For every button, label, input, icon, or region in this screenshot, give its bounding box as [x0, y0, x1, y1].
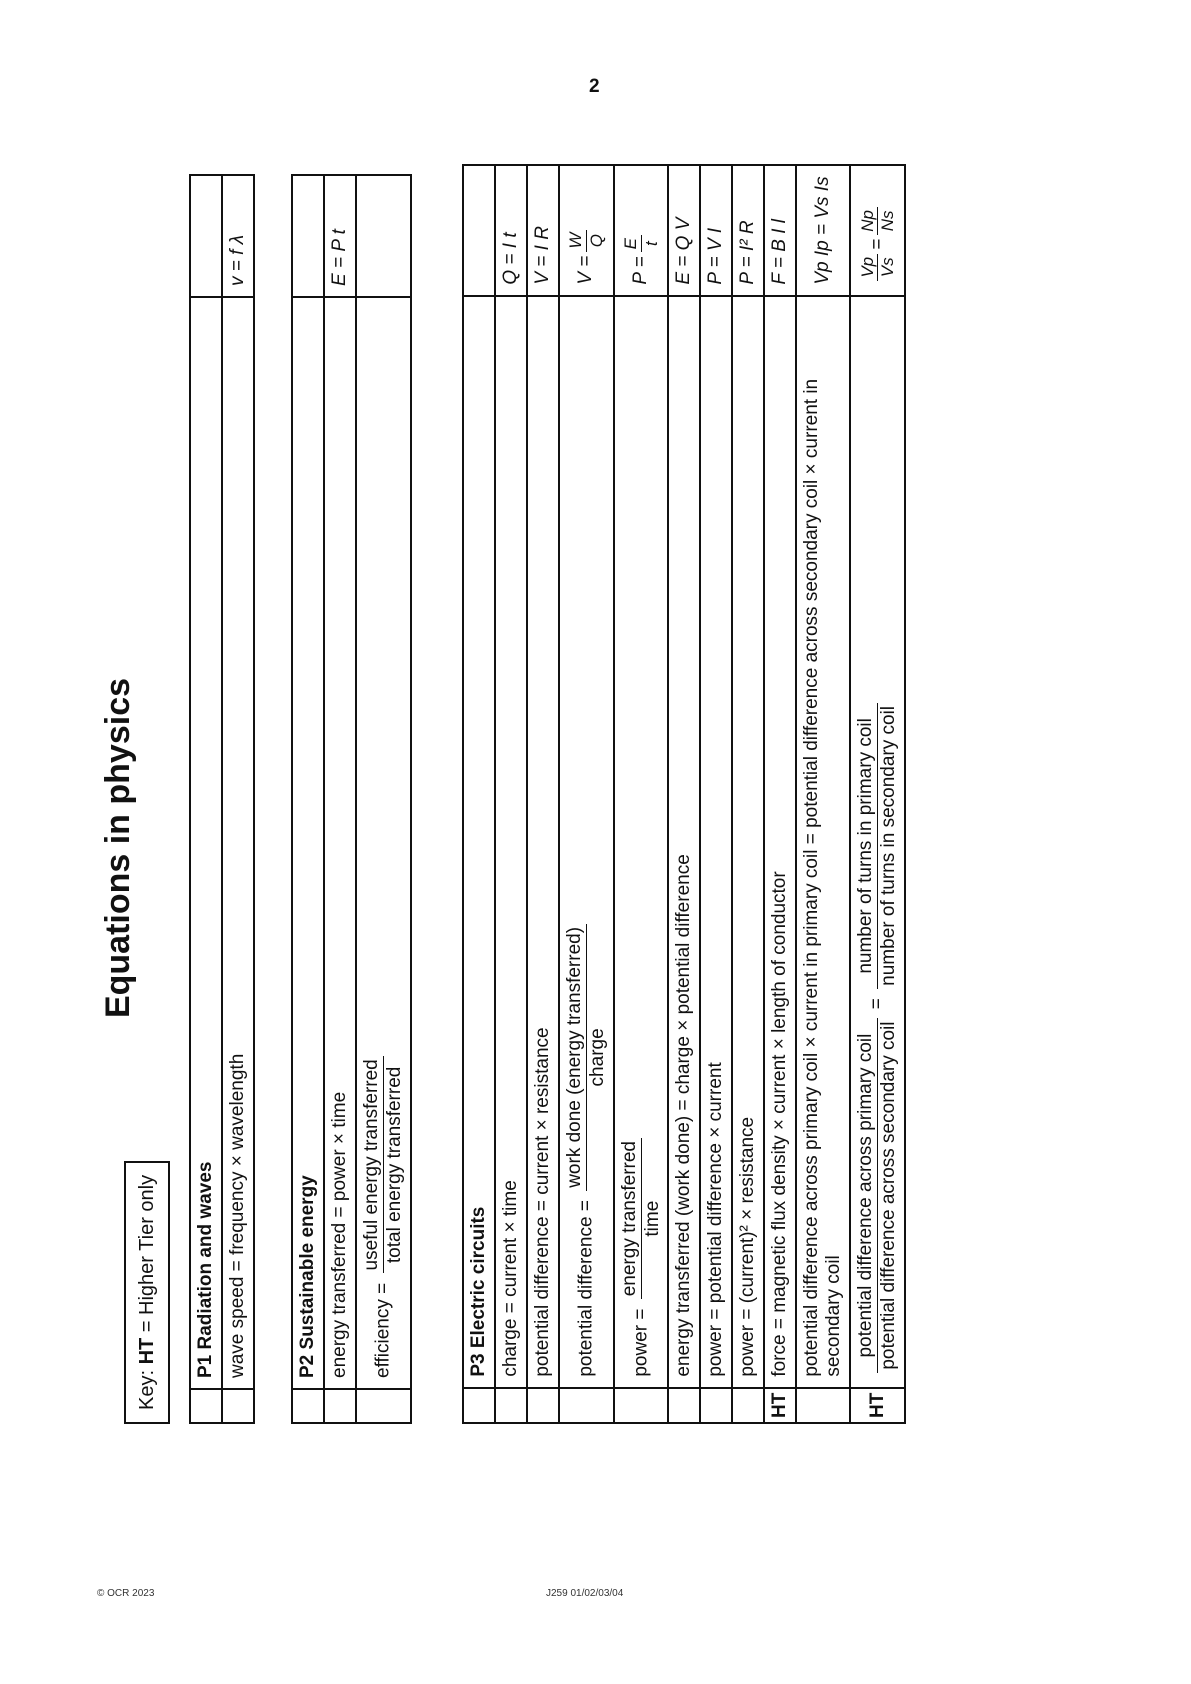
page-title: Equations in physics [99, 677, 137, 1019]
fraction [564, 924, 609, 1191]
tier-cell [614, 1388, 669, 1423]
key-prefix: Key: [136, 1364, 158, 1410]
symbol-equation: v = f λ [222, 175, 254, 297]
symbol-equation: E = P t [324, 175, 356, 297]
table-row [764, 165, 796, 1423]
symbol-lhs: P = [630, 256, 652, 285]
tier-cell: HT [850, 1388, 905, 1423]
table-row [559, 165, 614, 1423]
numerator: number of turns in primary coil [855, 703, 878, 989]
numerator: useful energy transferred [361, 1056, 384, 1273]
symbol-fraction [858, 207, 898, 235]
fraction [619, 1138, 664, 1299]
table-row [463, 165, 495, 1423]
symbol-equation: Vp Ip = Vs Is [796, 165, 850, 295]
table-row [324, 175, 356, 1423]
symbol-equation: E = Q V [668, 165, 700, 295]
symbol-cell [463, 165, 495, 295]
section-heading: P2 Sustainable energy [292, 297, 324, 1389]
tier-cell [527, 1388, 559, 1423]
denominator: time [641, 1200, 663, 1237]
denominator: charge [586, 1028, 608, 1087]
symbol-numerator: Np [858, 207, 879, 235]
fraction [361, 1056, 406, 1273]
word-equation: power = (current)² × resistance [732, 296, 764, 1388]
table-row [527, 165, 559, 1423]
symbol-denominator: t [641, 241, 661, 247]
tier-cell [796, 1388, 850, 1423]
word-equation: energy transferred (work done) = charge × potential difference [668, 296, 700, 1388]
key-suffix: = Higher Tier only [136, 1174, 158, 1338]
symbol-numerator: E [621, 235, 642, 252]
section-heading: P3 Electric circuits [463, 296, 495, 1388]
symbol-numerator: Vp [858, 254, 879, 281]
symbol-numerator: W [566, 230, 587, 252]
symbol-equation: Q = I t [495, 165, 527, 295]
word-equation: wave speed = frequency × wavelength [222, 297, 254, 1389]
symbol-cell [190, 175, 222, 297]
numerator: potential difference across primary coil [855, 1018, 878, 1372]
symbol-equation [614, 165, 669, 295]
tier-cell [190, 1389, 222, 1423]
table-row [614, 165, 669, 1423]
symbol-fraction [621, 235, 661, 252]
symbol-fraction [566, 230, 606, 252]
tier-cell [463, 1388, 495, 1423]
tier-cell: HT [764, 1388, 796, 1423]
symbol-equation [356, 175, 411, 297]
table-row [292, 175, 324, 1423]
tier-cell [292, 1389, 324, 1423]
word-prefix: efficiency = [372, 1277, 394, 1378]
table-row [495, 165, 527, 1423]
symbol-denominator: Vs [878, 257, 898, 278]
word-equation: energy transferred = power × time [324, 297, 356, 1389]
symbol-equation: V = I R [527, 165, 559, 295]
equals-sign: = [866, 992, 888, 1015]
page-number: 2 [589, 76, 600, 97]
key-bold: HT [136, 1337, 158, 1365]
symbol-equation: P = I² R [732, 165, 764, 295]
tier-cell [324, 1389, 356, 1423]
table-row [700, 165, 732, 1423]
copyright: © OCR 2023 [97, 1588, 155, 1599]
key-box [124, 1161, 170, 1424]
word-prefix: potential difference = [575, 1194, 597, 1377]
table-row [222, 175, 254, 1423]
symbol-equation: P = V I [700, 165, 732, 295]
word-prefix: power = [630, 1303, 652, 1377]
paper-code: J259 01/02/03/04 [546, 1588, 624, 1599]
word-equation [559, 296, 614, 1388]
word-equation: power = potential difference × current [700, 296, 732, 1388]
symbol-denominator: Q [586, 233, 606, 248]
symbol-cell [292, 175, 324, 297]
table-p2 [291, 174, 412, 1424]
table-row [356, 175, 411, 1423]
section-heading: P1 Radiation and waves [190, 297, 222, 1389]
tier-cell [732, 1388, 764, 1423]
symbol-lhs: V = [575, 255, 597, 285]
word-equation: force = magnetic flux density × current × length of conductor [764, 296, 796, 1388]
table-row [190, 175, 222, 1423]
fraction [855, 1018, 900, 1372]
word-equation [850, 296, 905, 1388]
table-row [850, 165, 905, 1423]
denominator: total energy transferred [383, 1066, 405, 1264]
denominator: number of turns in secondary coil [878, 705, 900, 986]
symbol-equation: F = B I l [764, 165, 796, 295]
tier-cell [495, 1388, 527, 1423]
word-equation: potential difference = current × resistance [527, 296, 559, 1388]
denominator: potential difference across secondary coil [878, 1021, 900, 1370]
tier-cell [222, 1389, 254, 1423]
word-equation [356, 297, 411, 1389]
tier-cell [559, 1388, 614, 1423]
word-equation: potential difference across primary coil × current in primary coil = potential difference across secondary coil × current in secondary coil [796, 296, 850, 1388]
symbol-equation [850, 165, 905, 295]
symbol-denominator: Ns [878, 210, 898, 232]
table-p3 [462, 164, 906, 1424]
table-row [796, 165, 850, 1423]
table-p1 [189, 174, 255, 1424]
table-row [732, 165, 764, 1423]
word-equation [614, 296, 669, 1388]
word-equation: charge = current × time [495, 296, 527, 1388]
numerator: energy transferred [619, 1138, 642, 1299]
symbol-equals: = [866, 238, 888, 250]
tier-cell [668, 1388, 700, 1423]
symbol-equation [559, 165, 614, 295]
tier-cell [356, 1389, 411, 1423]
fraction [855, 703, 900, 989]
tier-cell [700, 1388, 732, 1423]
table-row [668, 165, 700, 1423]
numerator: work done (energy transferred) [564, 924, 587, 1191]
rotated-content [94, 128, 1044, 1568]
symbol-fraction [858, 254, 898, 281]
